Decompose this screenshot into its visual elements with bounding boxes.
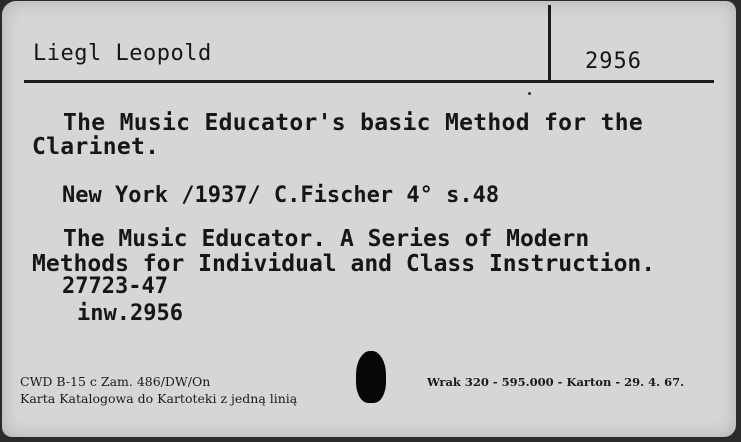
author-heading: Liegl Leopold <box>33 41 212 66</box>
print-info-line: CWD B-15 c Zam. 486/DW/On <box>20 374 211 389</box>
publisher-number: 27723-47 <box>62 274 168 299</box>
series-block <box>32 227 655 277</box>
print-info-line: Karta Katalogowa do Kartoteki z jedną linią <box>20 391 298 406</box>
catalog-card <box>2 1 736 437</box>
title-line: The Music Educator's basic Method for the <box>63 110 644 136</box>
header-rule <box>24 80 714 83</box>
ink-mark <box>528 92 531 95</box>
series-line: Methods for Individual and Class Instruction. <box>32 251 656 277</box>
series-line: The Music Educator. A Series of Modern <box>63 226 590 252</box>
inventory-number: inw.2956 <box>77 301 183 326</box>
header-divider <box>548 5 551 81</box>
card-print-info <box>20 373 297 407</box>
imprint-line: New York /1937/ C.Fischer 4° s.48 <box>62 183 500 208</box>
title-line: Clarinet. <box>32 134 160 160</box>
print-run-info: Wrak 320 - 595.000 - Karton - 29. 4. 67. <box>427 375 685 389</box>
punch-hole <box>356 351 386 403</box>
call-number: 2956 <box>585 49 642 74</box>
title-block <box>32 111 643 159</box>
